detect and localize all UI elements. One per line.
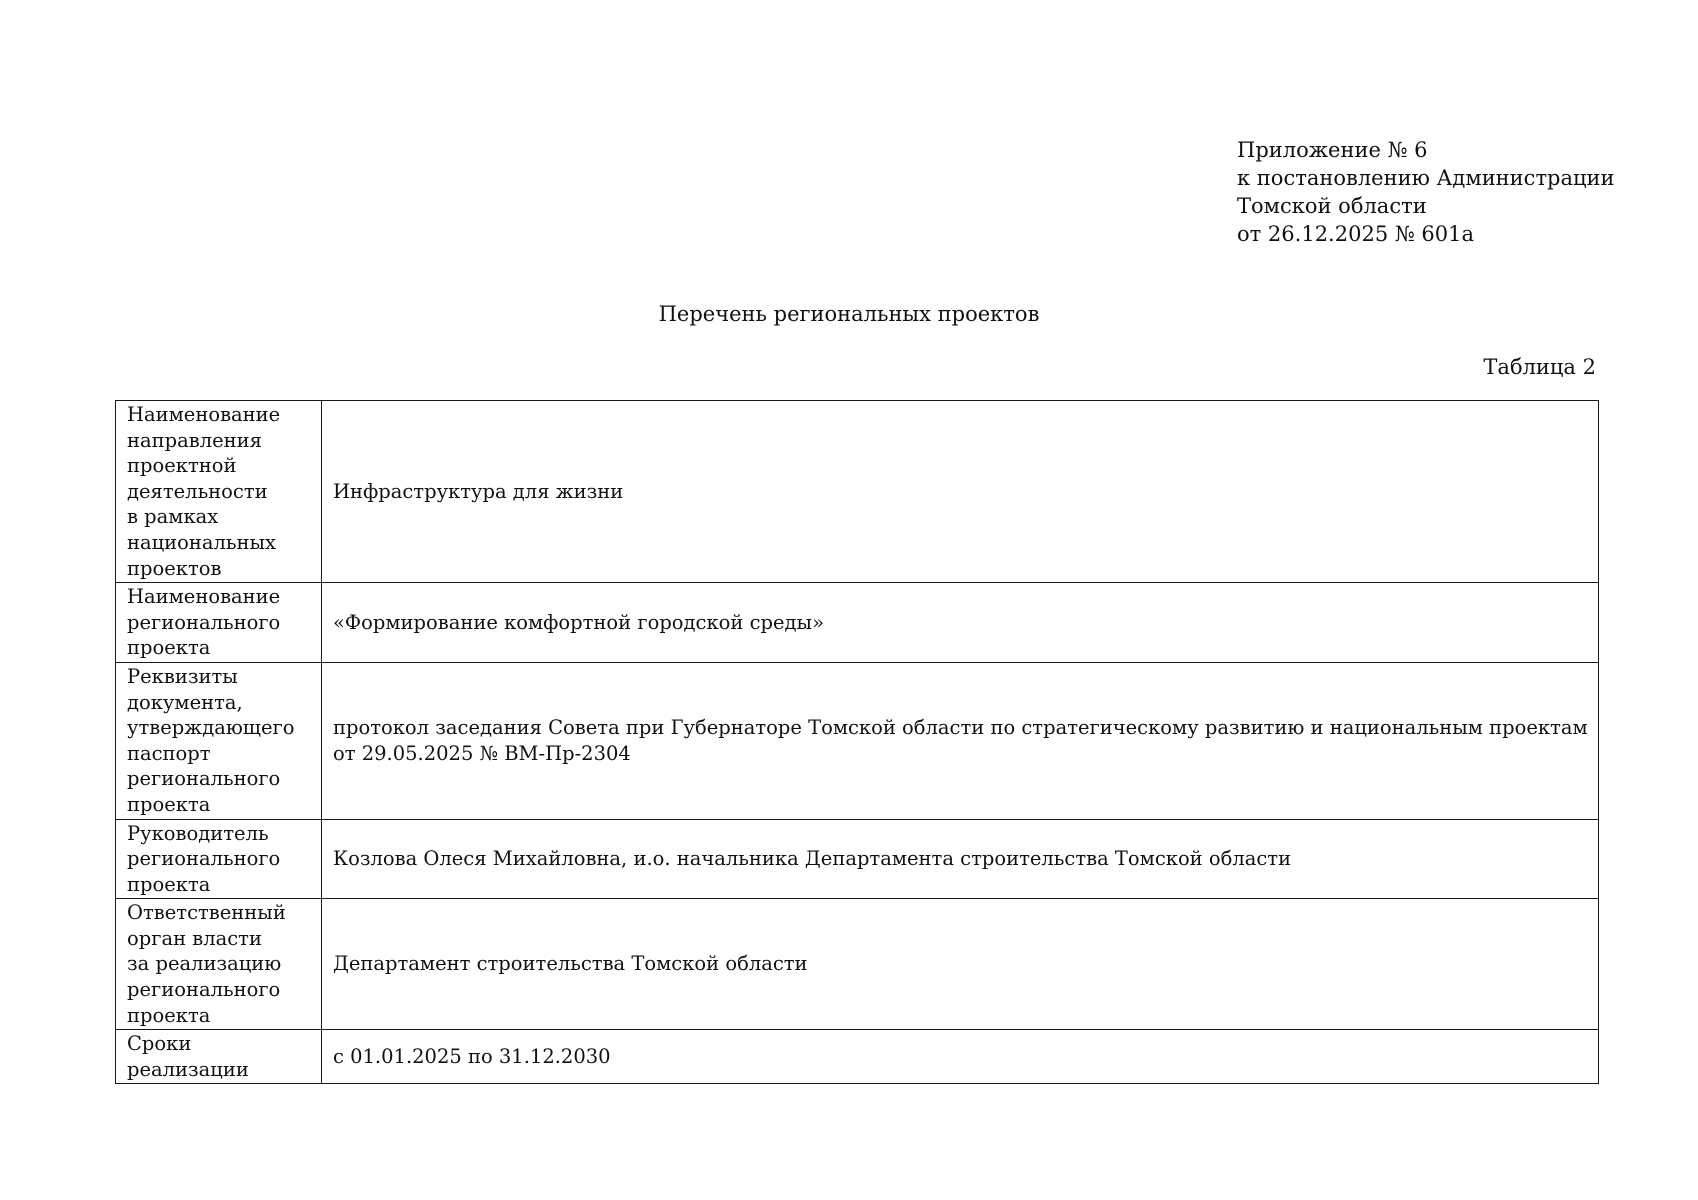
- row-label-line: Наименование: [127, 585, 281, 609]
- row-label-line: регионального: [127, 978, 281, 1002]
- regional-projects-table: [115, 400, 1599, 1084]
- table-row: [116, 662, 1599, 819]
- row-label-line: в рамках: [127, 505, 219, 529]
- row-label-line: за реализацию: [127, 952, 282, 976]
- row-label-cell: [116, 401, 322, 583]
- row-label-line: документа,: [127, 690, 243, 714]
- row-label-cell: [116, 819, 322, 899]
- row-label-line: проекта: [127, 1003, 211, 1027]
- row-label-line: проекта: [127, 636, 211, 660]
- row-value-line: Департамент строительства Томской области: [333, 952, 808, 976]
- row-label-line: Сроки: [127, 1032, 192, 1056]
- document-title: Перечень региональных проектов: [658, 302, 1040, 326]
- row-value-cell: [322, 899, 1599, 1030]
- row-label-cell: [116, 662, 322, 819]
- row-label-line: проекта: [127, 792, 211, 816]
- row-label-line: проектов: [127, 556, 222, 580]
- row-value-line: «Формирование комфортной городской среды»: [333, 610, 824, 634]
- row-value-cell: [322, 583, 1599, 663]
- table-body: [116, 401, 1599, 1084]
- row-label-line: паспорт: [127, 741, 211, 765]
- row-label-line: проектной: [127, 454, 237, 478]
- row-label-line: Руководитель: [127, 821, 269, 845]
- row-value-line: протокол заседания Совета при Губернаторе Томской области по стратегическому развитию и национальным проектам: [333, 716, 1588, 740]
- row-label-line: регионального: [127, 847, 281, 871]
- row-label-line: Реквизиты: [127, 664, 238, 688]
- row-label-line: направления: [127, 428, 262, 452]
- row-label-line: Наименование: [127, 403, 281, 426]
- row-label-line: Ответственный: [127, 901, 286, 925]
- row-label-line: орган власти: [127, 926, 262, 950]
- appendix-region: Томской области: [1237, 194, 1427, 218]
- row-label-line: проекта: [127, 872, 211, 896]
- row-value-line: с 01.01.2025 по 31.12.2030: [333, 1045, 611, 1069]
- table-row: [116, 899, 1599, 1030]
- row-label-line: утверждающего: [127, 716, 295, 740]
- row-label-line: регионального: [127, 767, 281, 791]
- row-label-line: регионального: [127, 610, 281, 634]
- table-row: [116, 583, 1599, 663]
- row-value-line: Козлова Олеся Михайловна, и.о. начальника Департамента строительства Томской области: [333, 847, 1292, 871]
- row-label-cell: [116, 583, 322, 663]
- row-label-cell: [116, 899, 322, 1030]
- appendix-date-number: от 26.12.2025 № 601а: [1237, 222, 1474, 246]
- row-label-line: деятельности: [127, 479, 268, 503]
- row-value-cell: [322, 662, 1599, 819]
- row-value-cell: [322, 401, 1599, 583]
- table-row: [116, 1030, 1599, 1084]
- row-label-line: национальных: [127, 530, 277, 554]
- appendix-number: Приложение № 6: [1237, 138, 1428, 162]
- appendix-header: [1237, 136, 1615, 248]
- row-value-line: Инфраструктура для жизни: [333, 479, 624, 503]
- appendix-resolution: к постановлению Администрации: [1237, 166, 1615, 190]
- table-row: [116, 401, 1599, 583]
- table-number: Таблица 2: [1483, 355, 1596, 379]
- table-row: [116, 819, 1599, 899]
- row-value-cell: [322, 819, 1599, 899]
- row-label-cell: [116, 1030, 322, 1084]
- row-value-cell: [322, 1030, 1599, 1084]
- row-label-line: реализации: [127, 1057, 249, 1081]
- row-value-line: от 29.05.2025 № ВМ-Пр-2304: [333, 741, 631, 765]
